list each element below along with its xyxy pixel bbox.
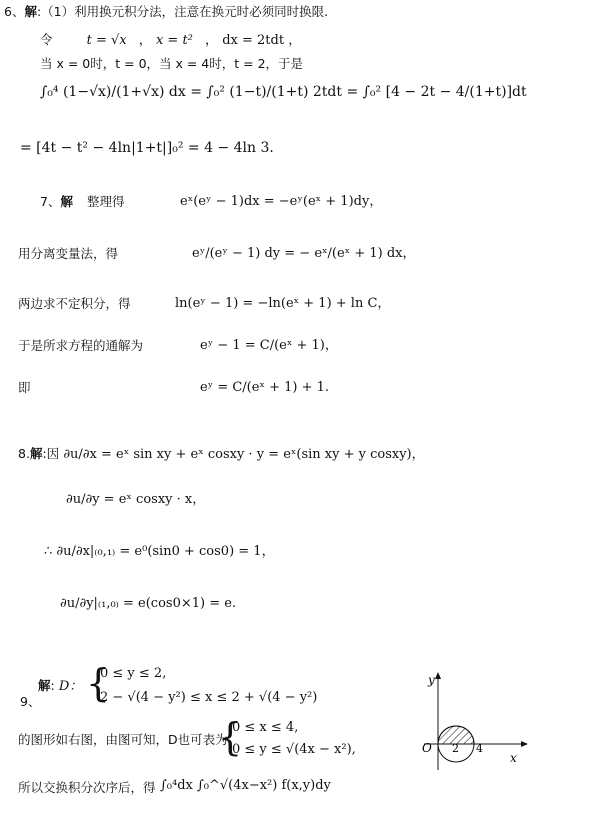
- swap-text: 所以交换积分次序后，得: [18, 780, 156, 795]
- equation-7-2: eʸ/(eʸ − 1) dy = − eˣ/(eˣ + 1) dx，: [192, 246, 416, 261]
- final-integral: ∫₀⁴dx ∫₀^√(4x−x²) f(x,y)dy: [160, 778, 331, 793]
- equation-8-2: ∂u/∂y = eˣ cosxy · x，: [66, 492, 206, 507]
- domain-alt-2: 0 ≤ y ≤ √(4x − x²),: [232, 742, 356, 757]
- problem-9-domain: 解: D：: [38, 678, 83, 694]
- sub-dx: dx = 2tdt: [222, 33, 285, 48]
- domain-ineq-1: 0 ≤ y ≤ 2,: [100, 666, 167, 681]
- brace-1: {: [86, 661, 111, 705]
- tick-4-label: 4: [476, 742, 483, 755]
- y-label: y: [428, 673, 435, 687]
- integral-line: ∫₀⁴ (1−√x)/(1+√x) dx = ∫₀² (1−t)/(1+t) 2tdt = ∫₀² [4 − 2t − 4/(1+t)]dt: [40, 84, 527, 100]
- x-label: x: [510, 751, 517, 765]
- origin-label: O: [422, 741, 432, 755]
- domain-label: D：: [58, 679, 83, 694]
- y-axis-arrow-icon: [435, 672, 441, 679]
- jie-label: 解: [29, 446, 43, 461]
- yin-label: :因: [42, 446, 60, 461]
- jie-label: 解: [24, 4, 37, 19]
- general-solution-text: 于是所求方程的通解为: [18, 338, 144, 353]
- brace-2: {: [218, 715, 243, 759]
- tick-2-label: 2: [452, 742, 459, 755]
- equation-7-1: eˣ(eʸ − 1)dx = −eʸ(eˣ + 1)dy，: [180, 194, 383, 209]
- domain-ineq-2: 2 − √(4 − y²) ≤ x ≤ 2 + √(4 − y²): [100, 690, 318, 705]
- sub-x: x = t²: [155, 33, 193, 48]
- equation-8-4: ∂u/∂y|₍₁,₀₎ = e(cos0×1) = e.: [60, 596, 237, 611]
- domain-alt-1: 0 ≤ x ≤ 4,: [232, 720, 299, 735]
- ling-label: 令: [40, 32, 53, 47]
- problem-number: 6、: [4, 4, 25, 19]
- ji-label: 即: [18, 380, 31, 395]
- equation-8-1: ∂u/∂x = eˣ sin xy + eˣ cosxy · y = eˣ(sin xy + y cosxy)，: [63, 447, 425, 462]
- equation-8-3: ∴ ∂u/∂x|₍₀,₁₎ = e⁰(sin0 + cos0) = 1，: [44, 544, 275, 559]
- problem-9-number: 9、: [20, 694, 41, 709]
- graph-text: 的图形如右图，由图可知，D也可表为: [18, 732, 228, 747]
- equation-7-3: ln(eʸ − 1) = −ln(eˣ + 1) + ln C，: [175, 296, 391, 311]
- equation-7-5: eʸ = C/(eˣ + 1) + 1.: [200, 380, 330, 395]
- region-figure: [410, 670, 540, 780]
- problem-8-header: [18, 446, 425, 463]
- zhengli-label: 整理得: [86, 194, 125, 209]
- separation-text: 用分离变量法，得: [18, 246, 119, 261]
- indefinite-text: 两边求不定积分，得: [18, 296, 131, 311]
- problem-number: 7、: [40, 194, 61, 209]
- problem-6-header: [4, 4, 328, 19]
- problem-7-header: [40, 194, 124, 209]
- problem-number: 8.: [18, 446, 30, 461]
- condition-line: 当 x = 0时，t = 0，当 x = 4时，t = 2，于是: [40, 56, 304, 71]
- jie-label: 解: [60, 194, 73, 209]
- equation-7-4: eʸ − 1 = C/(eˣ + 1)，: [200, 338, 338, 353]
- jie-label: 解: [38, 678, 51, 693]
- problem-6-intro: :（1）利用换元积分法，注意在换元时必须同时换限.: [36, 4, 329, 19]
- x-axis-arrow-icon: [521, 741, 528, 747]
- substitution-line: 令 t = √x ， x = t² ， dx = 2tdt ，: [40, 32, 302, 48]
- integral-result: = [4t − t² − 4ln|1+t|]₀² = 4 − 4ln 3.: [20, 140, 274, 156]
- sub-t: t = √x: [86, 33, 127, 48]
